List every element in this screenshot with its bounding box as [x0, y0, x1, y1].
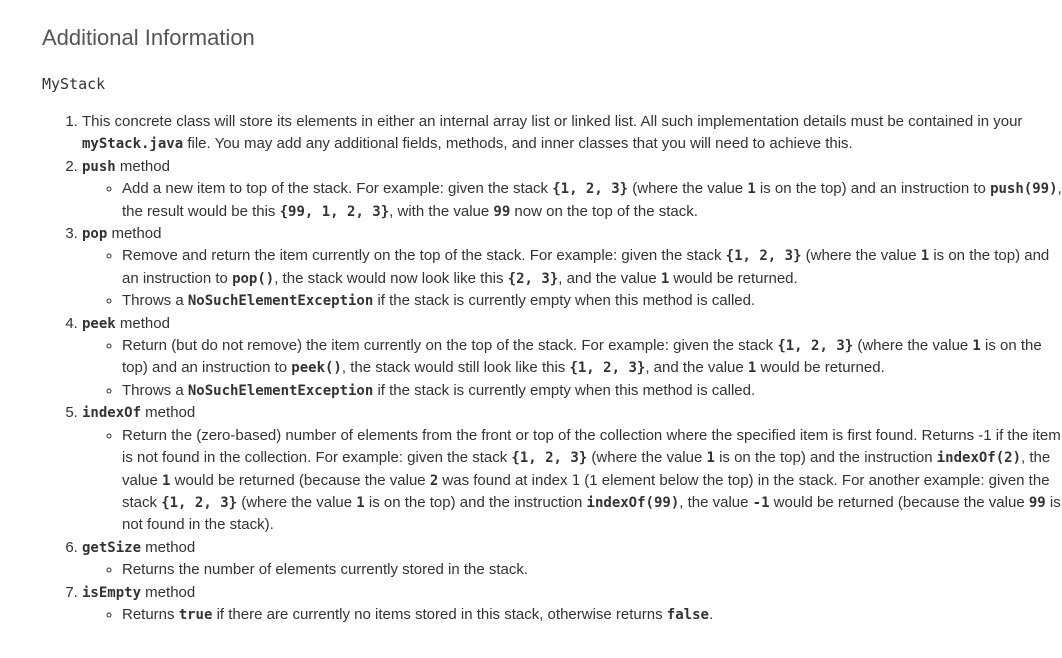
- method-detail-item: ◦ Return the (zero-based) number of elements from the front or top of the collection where the specified item is first found. Returns -1 if the item is not found in the collection. For example: given the stack {1, 2, 3} (where the value 1 is on the top) and the instruction indexOf(2), the value 1 would be returned (because the value 2 was found at index 1 (1 element below the top) in the stack. For another example: given the stack {1, 2, 3} (where the value 1 is on the top) and the instruction indexOf(99), the value -1 would be returned (because the value 99 is not found in the stack).: [122, 425, 1062, 537]
- method-detail-item: ◦ Returns true if there are currently no items stored in this stack, otherwise returns false.: [122, 604, 1062, 626]
- list-item-isempty: [82, 582, 1062, 627]
- list-item-pop: [82, 223, 1062, 313]
- method-name: getSize: [82, 539, 142, 556]
- list-item-push: [82, 156, 1062, 223]
- list-item-getsize: [82, 537, 1062, 582]
- method-detail-item: ◦ Return (but do not remove) the item currently on the top of the stack. For example: given the stack {1, 2, 3} (where the value 1 is on the top) and an instruction to peek(), the stack would still look like this {1, 2, 3}, and the value 1 would be returned.: [122, 335, 1062, 380]
- method-detail-item: ◦ Remove and return the item currently on the top of the stack. For example: given the stack {1, 2, 3} (where the value 1 is on the top) and an instruction to pop(), the stack would now look like this {2, 3}, and the value 1 would be returned.: [122, 245, 1062, 290]
- method-suffix: method: [115, 314, 170, 332]
- method-list: [42, 111, 1062, 626]
- method-detail-item: ◦ Add a new item to top of the stack. For example: given the stack {1, 2, 3} (where the value 1 is on the top) and an instruction to push(99), the result would be this {99, 1, 2, 3}, with the value 99 now on the top of the stack.: [122, 178, 1062, 223]
- section-heading: Additional Information: [42, 25, 255, 50]
- method-suffix: method: [141, 538, 196, 556]
- method-name: indexOf: [82, 405, 142, 422]
- method-suffix: method: [141, 583, 196, 601]
- method-detail-item: ◦ Throws a NoSuchElementException if the stack is currently empty when this method is called.: [122, 290, 1062, 312]
- method-suffix: method: [107, 225, 162, 243]
- method-detail-item: ◦ Returns the number of elements currently stored in the stack.: [122, 559, 1062, 581]
- method-name: isEmpty: [82, 584, 142, 601]
- list-item-indexof: [82, 402, 1062, 536]
- method-details: [82, 335, 1062, 402]
- method-suffix: method: [115, 157, 170, 175]
- list-item-overview: 1. This concrete class will store its elements in either an internal array list or linked list. All such implementation details must be contained in your myStack.java file. You may add any additional fields, methods, and inner classes that you will need to achieve this.: [82, 111, 1062, 156]
- method-detail-item: ◦ Throws a NoSuchElementException if the stack is currently empty when this method is called.: [122, 380, 1062, 402]
- method-name: push: [82, 158, 116, 175]
- method-suffix: method: [141, 404, 196, 422]
- method-details: [82, 559, 1062, 581]
- method-details: [82, 178, 1062, 223]
- class-name: MyStack: [42, 75, 106, 93]
- method-details: [82, 245, 1062, 312]
- method-details: [82, 604, 1062, 626]
- list-item-peek: [82, 313, 1062, 403]
- method-name: pop: [82, 226, 108, 243]
- method-name: peek: [82, 315, 116, 332]
- method-details: [82, 425, 1062, 537]
